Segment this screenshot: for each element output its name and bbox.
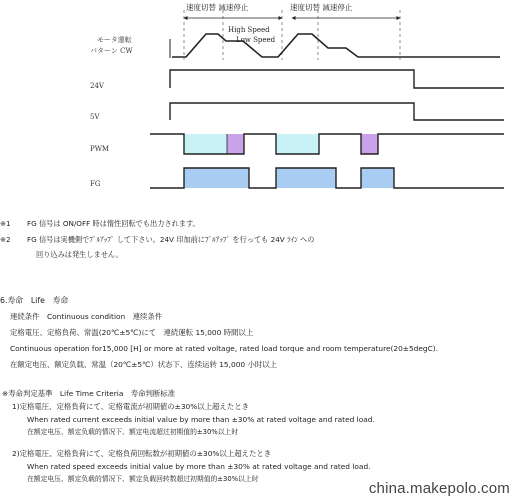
- life-jp: 定格電圧、定格負荷、常温(20℃±5℃)にて 連続運転 15,000 時間以上: [10, 328, 254, 337]
- pwm-cyan-fill-1: [184, 134, 227, 154]
- label-24v: 24V: [90, 82, 104, 90]
- pwm-violet-fill-2: [361, 134, 378, 154]
- life-cn: 在额定电压、额定负载、常温（20℃±5℃）状态下、连续运转 15,000 小时以上: [10, 360, 278, 369]
- high-speed-label: High Speed: [228, 26, 270, 34]
- criteria-1-jp: 1)定格電圧、定格負荷にて、定格電流が初期値の±30%以上超えたとき: [12, 402, 249, 411]
- note-1-mark: ※1: [0, 219, 11, 228]
- signal-5v: [170, 103, 504, 120]
- header-label-right: 速度切替 減速停止: [290, 3, 353, 12]
- note-2-mark: ※2: [0, 235, 11, 244]
- life-en: Continuous operation for15,000 [H] or more at rated voltage, rated load torque and room temperature(20±5degC).: [10, 344, 438, 353]
- criteria-1-cn: 在额定电压、额定负载的情况下、额定电流超过初期值的±30%以上时: [27, 428, 239, 436]
- label-5v: 5V: [90, 113, 100, 121]
- low-speed-label: Low Speed: [236, 36, 276, 44]
- note-2-text: FG 信号は実機側でﾌﾟﾙｱｯﾌﾟ して下さい。24V 印加前にﾌﾟﾙｱｯﾌﾟ を行っても 24V ﾗｲﾝ への: [27, 235, 315, 244]
- watermark: china.makepolo.com: [368, 480, 510, 497]
- criteria-2-jp: 2)定格電圧、定格負荷にて、定格負荷回転数が初期値の±30%以上超えたとき: [12, 449, 272, 458]
- note-1-text: FG 信号は ON/OFF 時は惰性回転でも出力されます。: [27, 219, 200, 228]
- fg-fill-3: [361, 168, 394, 188]
- header-label-left: 速度切替 減速停止: [186, 3, 249, 12]
- pwm-cyan-fill-2: [276, 134, 319, 154]
- criteria-2-cn: 在额定电压、额定负载的情况下、额定负载回转数超过初期值的±30%以上时: [27, 475, 259, 483]
- motor-pattern-label-1: モータ運転: [97, 36, 132, 44]
- fg-fill-2: [276, 168, 336, 188]
- fg-fill-1: [184, 168, 249, 188]
- criteria-2-en: When rated speed exceeds initial value by more than ±30% at rated voltage and rated load.: [27, 462, 371, 471]
- motor-speed-pattern: [172, 34, 500, 57]
- life-condition: 連続条件 Continuous condition 連续条件: [10, 312, 163, 321]
- criteria-heading: ※寿命判定基準 Life Time Criteria 寿命判断标准: [2, 389, 176, 398]
- dashed-guides: [184, 10, 400, 60]
- motor-pattern-label-2: パターン CW: [90, 47, 133, 55]
- signal-24v: [170, 70, 504, 88]
- label-pwm: PWM: [90, 145, 110, 153]
- life-heading: 6.寿命 Life 寿命: [0, 296, 69, 305]
- label-fg: FG: [90, 180, 101, 188]
- criteria-1-en: When rated current exceeds initial value by more than ±30% at rated voltage and rated load.: [27, 415, 375, 424]
- note-2-text-cont: 回り込みは発生しません。: [36, 250, 123, 259]
- pwm-violet-fill-1: [227, 134, 244, 154]
